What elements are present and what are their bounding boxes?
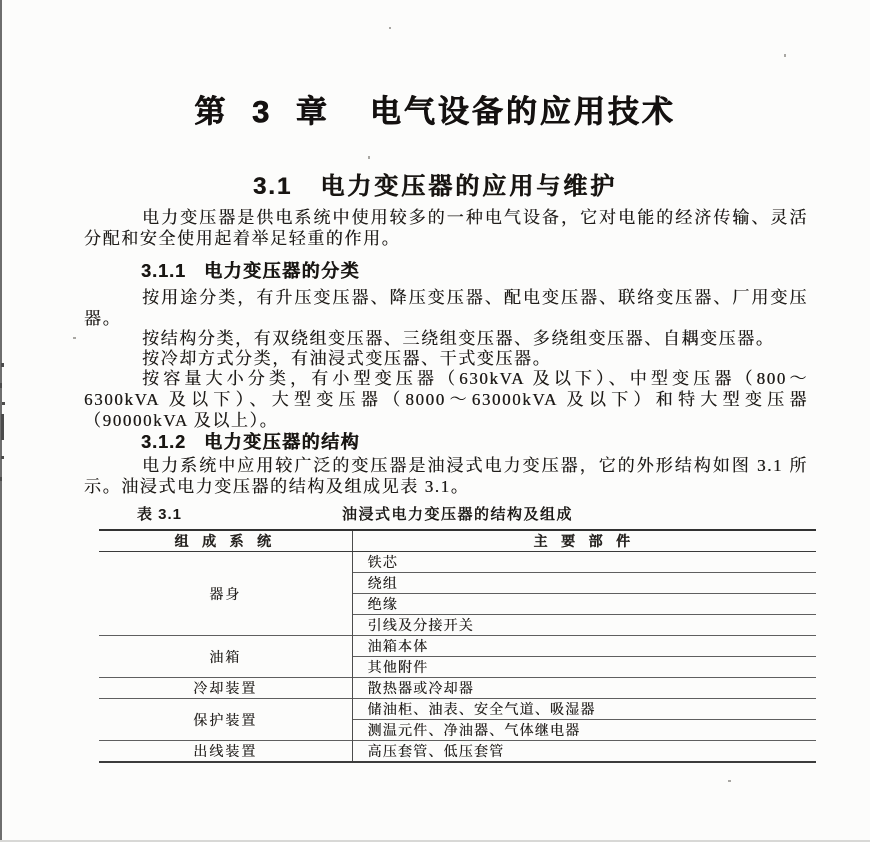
system-cell-protection: 保护装置: [99, 699, 352, 741]
section-title-text: 电力变压器的应用与维护: [320, 173, 618, 200]
paragraph-oil-immersed-intro: 电力系统中应用较广泛的变压器是油浸式电力变压器，它的外形结构如图 3.1 所示。油浸式电力变压器的结构及组成见表 3.1。: [84, 456, 808, 496]
table-header-parts: 主 要 部 件: [352, 530, 816, 552]
scan-mark: [0, 477, 2, 481]
subsection-title-text: 电力变压器的分类: [204, 261, 361, 281]
subsection-title-text: 电力变压器的结构: [204, 432, 361, 452]
table-caption: [99, 503, 816, 524]
part-cell: 高压套管、低压套管: [352, 741, 816, 763]
table-3-1: [99, 529, 816, 763]
table-row: [99, 741, 816, 763]
part-cell: 储油柜、油表、安全气道、吸湿器: [352, 699, 816, 720]
part-cell: 油箱本体: [352, 636, 816, 657]
chapter-number: 第 3 章: [194, 94, 336, 129]
scan-speck: [728, 780, 731, 782]
paragraph-classification-cooling: 按冷却方式分类，有油浸式变压器、干式变压器。: [142, 349, 552, 368]
scan-speck: [784, 54, 786, 57]
chapter-title-text: 电气设备的应用技术: [369, 94, 676, 129]
part-cell: 测温元件、净油器、气体继电器: [352, 720, 816, 741]
section-title: [0, 166, 870, 201]
scan-mark: [2, 402, 5, 405]
part-cell: 绕组: [352, 573, 816, 594]
intro-paragraph: 电力变压器是供电系统中使用较多的一种电气设备，它对电能的经济传输、灵活分配和安全使用起着举足轻重的作用。: [84, 208, 808, 248]
scan-mark: [0, 383, 2, 388]
scan-mark: [1, 456, 4, 459]
scan-speck: [73, 337, 76, 339]
part-cell: 散热器或冷却器: [352, 678, 816, 699]
table-row: [99, 699, 816, 720]
scan-mark: [1, 414, 4, 440]
paragraph-classification-capacity: 按容量大小分类，有小型变压器（630kVA 及以下）、中型变压器（800～6300kVA 及以下）、大型变压器（8000～63000kVA 及以下）和特大型变压器（90000kVA 及以上）。: [84, 369, 808, 430]
system-cell-outlet: 出线装置: [99, 741, 352, 763]
table-row: [99, 552, 816, 573]
table-3-1-block: [99, 503, 816, 763]
subsection-number: 3.1.2: [141, 432, 187, 452]
subsection-heading-3-1-2: [141, 428, 360, 454]
table-caption-title: 油浸式电力变压器的结构及组成: [341, 506, 573, 523]
paragraph-classification-structure: 按结构分类，有双绕组变压器、三绕组变压器、多绕组变压器、自耦变压器。: [142, 329, 775, 348]
scan-mark: [1, 363, 4, 367]
part-cell: 其他附件: [352, 657, 816, 678]
part-cell: 引线及分接开关: [352, 615, 816, 636]
part-cell: 绝缘: [352, 594, 816, 615]
system-cell-body: 器身: [99, 552, 352, 636]
section-number: 3.1: [252, 173, 293, 200]
scan-speck: [368, 156, 370, 159]
table-header-row: [99, 530, 816, 552]
subsection-number: 3.1.1: [141, 261, 187, 281]
system-cell-oil-tank: 油箱: [99, 636, 352, 678]
subsection-heading-3-1-1: [141, 257, 360, 283]
table-header-system: 组 成 系 统: [99, 530, 352, 552]
table-row: [99, 636, 816, 657]
system-cell-cooling: 冷却装置: [99, 678, 352, 699]
table-row: [99, 678, 816, 699]
table-caption-label: 表 3.1: [137, 506, 183, 523]
chapter-title: [0, 86, 870, 131]
part-cell: 铁芯: [352, 552, 816, 573]
paragraph-classification-use: 按用途分类，有升压变压器、降压变压器、配电变压器、联络变压器、厂用变压器。: [84, 288, 808, 328]
scan-speck: [389, 27, 391, 29]
